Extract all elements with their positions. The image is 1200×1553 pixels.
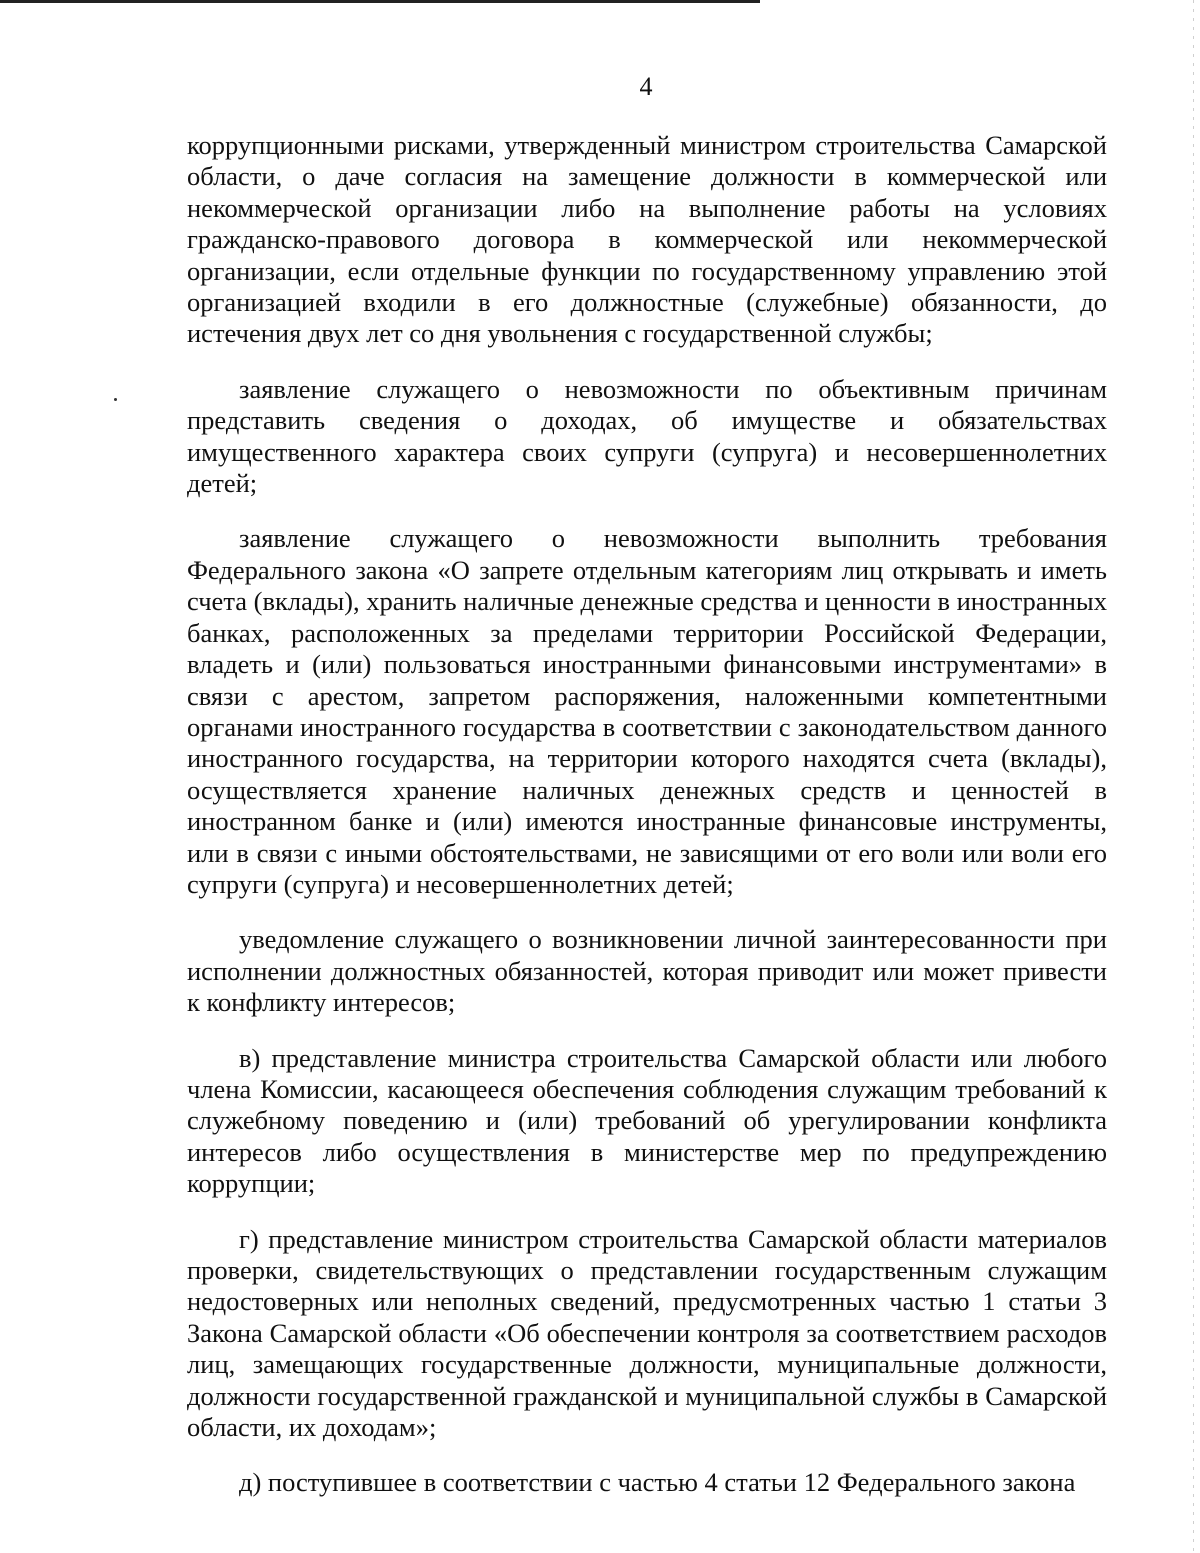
scan-right-edge — [1193, 0, 1194, 1553]
paragraph-statement-foreign-accounts: заявление служащего о невозможности выполнить требования Федерального закона «О запрете отдельным категориям лиц открывать и иметь счета (вклады), хранить наличные денежные средства и ценности в иностранных банках, расположенных за пределами территории Российской Федерации, владеть и (или) пользоваться иностранными финансовыми инструментами» в связи с арестом, запретом распоряжения, наложенными компетентными органами иностранного государства в соответствии с законодательством данного иностранного государства, на территории которого находятся счета (вклады), осуществляется хранение наличных денежных средств и ценностей в иностранном банке и (или) имеются иностранные финансовые инструменты, или в связи с иными обстоятельствами, не зависящими от его воли или воли его супруги (супруга) и несовершеннолетних детей; — [187, 523, 1107, 899]
document-body — [187, 130, 1107, 1523]
scan-speck — [114, 398, 117, 401]
paragraph-notification-conflict: уведомление служащего о возникновении личной заинтересованности при исполнении должностных обязанностей, которая приводит или может привести к конфликту интересов; — [187, 924, 1107, 1018]
paragraph-continued: коррупционными рисками, утвержденный министром строительства Самарской области, о даче согласия на замещение должности в коммерческой или некоммерческой организации либо на выполнение работы на условиях гражданско-правового договора в коммерческой или некоммерческой организации, если отдельные функции по государственному управлению этой организацией входили в его должностные (служебные) обязанности, до истечения двух лет со дня увольнения с государственной службы; — [187, 130, 1107, 349]
paragraph-item-g: г) представление министром строительства Самарской области материалов проверки, свидетельствующих о представлении государственным служащим недостоверных или неполных сведений, предусмотренных частью 1 статьи 3 Закона Самарской области «Об обеспечении контроля за соответствием расходов лиц, замещающих государственные должности, муниципальные должности, должности государственной гражданской и муниципальной службы в Самарской области, их доходам»; — [187, 1223, 1107, 1443]
scan-top-border — [0, 0, 760, 3]
page-number: 4 — [639, 72, 653, 101]
paragraph-statement-income: заявление служащего о невозможности по объективным причинам представить сведения о доходах, об имуществе и обязательствах имущественного характера своих супруги (супруга) и несовершеннолетних детей; — [187, 373, 1107, 499]
paragraph-item-v: в) представление министра строительства Самарской области или любого члена Комиссии, касающееся обеспечения соблюдения служащим требований к служебному поведению и (или) требований об урегулировании конфликта интересов либо осуществления в министерстве мер по предупреждению коррупции; — [187, 1042, 1107, 1199]
paragraph-item-d: д) поступившее в соответствии с частью 4 статьи 12 Федерального закона — [239, 1467, 1076, 1498]
